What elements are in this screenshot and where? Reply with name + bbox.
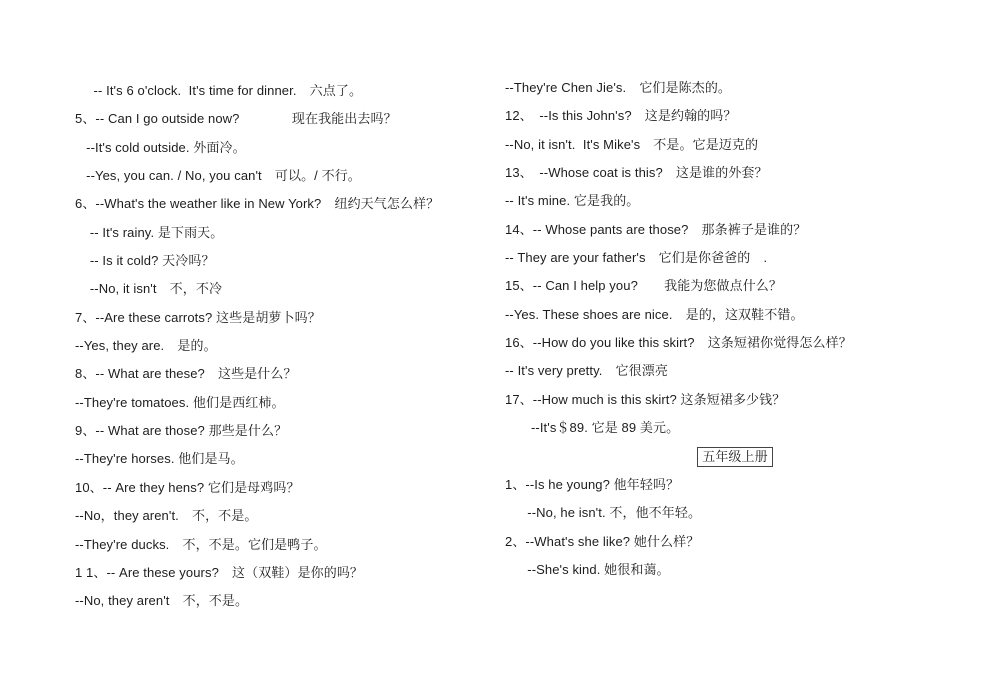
dialogue-line: -- They are your father's 它们是你爸爸的 . bbox=[505, 250, 768, 266]
dialogue-line: --She's kind. 她很和蔼。 bbox=[505, 561, 670, 577]
dialogue-line: 15、-- Can I help you? 我能为您做点什么？ bbox=[505, 278, 782, 294]
dialogue-line: 12、 --Is this John's? 这是约翰的吗？ bbox=[505, 108, 737, 124]
dialogue-line: 16、--How do you like this skirt? 这条短裙你觉得怎么样？ bbox=[505, 335, 852, 351]
dialogue-line: 7、--Are these carrots? 这些是胡萝卜吗？ bbox=[75, 309, 321, 325]
dialogue-line: -- It's mine. 它是我的。 bbox=[505, 193, 640, 209]
dialogue-line: -- It's 6 o'clock. It's time for dinner. 六点了。 bbox=[75, 83, 363, 98]
dialogue-line: --It's cold outside. 外面冷。 bbox=[75, 139, 246, 155]
dialogue-line: 14、-- Whose pants are those? 那条裤子是谁的？ bbox=[505, 221, 807, 237]
dialogue-line: --No, he isn't. 不，他不年轻。 bbox=[505, 505, 702, 521]
dialogue-line: -- It's very pretty. 它很漂亮 bbox=[505, 363, 668, 379]
dialogue-line: --They're horses. 他们是马。 bbox=[75, 451, 244, 467]
dialogue-line: --No，they aren't. 不，不是。 bbox=[75, 508, 258, 524]
section-title-line bbox=[505, 442, 965, 470]
dialogue-line: 5、-- Can I go outside now? 现在我能出去吗？ bbox=[75, 111, 397, 127]
dialogue-line: -- It's rainy. 是下雨天。 bbox=[75, 224, 224, 240]
dialogue-line: --Yes. These shoes are nice. 是的，这双鞋不错。 bbox=[505, 306, 804, 322]
dialogue-line: --They're tomatoes. 他们是西红柿。 bbox=[75, 394, 285, 410]
dialogue-line: --No, it isn't. It's Mike's 不是。它是迈克的 bbox=[505, 136, 759, 152]
dialogue-line: 8、-- What are these? 这些是什么？ bbox=[75, 366, 297, 382]
dialogue-line: 17、--How much is this skirt? 这条短裙多少钱？ bbox=[505, 391, 786, 407]
dialogue-line: 13、 --Whose coat is this? 这是谁的外套？ bbox=[505, 165, 768, 181]
dialogue-line: --They're Chen Jie's. 它们是陈杰的。 bbox=[505, 80, 732, 95]
dialogue-line: 9、-- What are those? 那些是什么？ bbox=[75, 423, 288, 439]
dialogue-line: --It's＄89. 它是 89 美元。 bbox=[505, 420, 680, 436]
right-column bbox=[505, 74, 965, 584]
left-column bbox=[75, 77, 500, 616]
section-title-box: 五年级上册 bbox=[697, 447, 773, 467]
dialogue-line: 2、--What's she like? 她什么样？ bbox=[505, 533, 700, 549]
dialogue-line: --Yes, they are. 是的。 bbox=[75, 338, 217, 354]
dialogue-line: --Yes, you can. / No, you can't 可以。/ 不行。 bbox=[75, 168, 361, 184]
dialogue-line: --No, it isn't 不，不冷 bbox=[75, 281, 223, 297]
dialogue-line: --They're ducks. 不，不是。它们是鸭子。 bbox=[75, 536, 327, 552]
dialogue-line: 10、-- Are they hens? 它们是母鸡吗？ bbox=[75, 479, 300, 495]
dialogue-line: -- Is it cold? 天冷吗？ bbox=[75, 253, 215, 269]
dialogue-line: 6、--What's the weather like in New York? 纽约天气怎么样？ bbox=[75, 196, 440, 212]
dialogue-line: 1、--Is he young? 他年轻吗？ bbox=[505, 476, 680, 492]
dialogue-line: 1 1、-- Are these yours? 这（双鞋）是你的吗？ bbox=[75, 564, 364, 580]
dialogue-line: --No, they aren't 不，不是。 bbox=[75, 593, 249, 609]
